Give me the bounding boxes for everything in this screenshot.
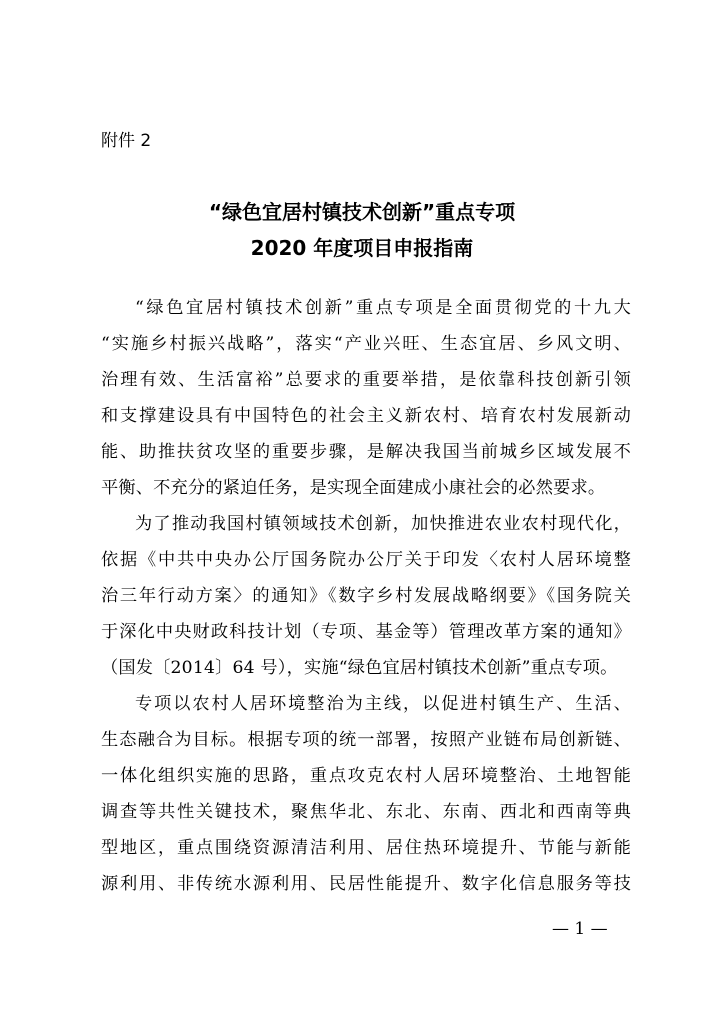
document-title-line1: “绿色宜居村镇技术创新”重点专项 (208, 200, 516, 224)
paragraph-2-line-4: 于深化中央财政科技计划（专项、基金等）管理改革方案的通知》 (101, 622, 631, 642)
paragraph-2-line-5: （国发〔2014〕64 号），实施“绿色宜居村镇技术创新”重点专项。 (101, 658, 618, 678)
attachment-label: 附件 2 (101, 131, 152, 151)
paragraph-1-line-4: 和支撑建设具有中国特色的社会主义新农村、培育农村发展新动 (101, 406, 631, 426)
document-title-line2: 2020 年度项目申报指南 (250, 236, 474, 260)
paragraph-1-line-2: “实施乡村振兴战略”，落实“产业兴旺、生态宜居、乡风文明、 (101, 334, 631, 354)
paragraph-2-line-2: 依据《中共中央办公厅国务院办公厅关于印发〈农村人居环境整 (101, 550, 631, 570)
paragraph-2-line-1: 为了推动我国村镇领域技术创新，加快推进农业农村现代化， (135, 514, 631, 534)
paragraph-1-line-1: “绿色宜居村镇技术创新”重点专项是全面贯彻党的十九大 (135, 298, 631, 318)
paragraph-3-line-1: 专项以农村人居环境整治为主线，以促进村镇生产、生活、 (135, 694, 631, 714)
paragraph-2-line-3: 治三年行动方案〉的通知》《数字乡村发展战略纲要》《国务院关 (101, 586, 631, 606)
paragraph-3-line-5: 型地区，重点围绕资源清洁利用、居住热环境提升、节能与新能 (101, 838, 631, 858)
paragraph-1-line-3: 治理有效、生活富裕”总要求的重要举措，是依靠科技创新引领 (101, 370, 631, 390)
paragraph-3-line-4: 调查等共性关键技术，聚焦华北、东北、东南、西北和西南等典 (101, 802, 631, 822)
paragraph-1-line-6: 平衡、不充分的紧迫任务，是实现全面建成小康社会的必然要求。 (101, 478, 606, 498)
page-number: — 1 — (552, 919, 608, 939)
paragraph-3-line-2: 生态融合为目标。根据专项的统一部署，按照产业链布局创新链、 (101, 730, 631, 750)
paragraph-3-line-3: 一体化组织实施的思路，重点攻克农村人居环境整治、土地智能 (101, 766, 631, 786)
paragraph-1-line-5: 能、助推扶贫攻坚的重要步骤，是解决我国当前城乡区域发展不 (101, 442, 631, 462)
paragraph-3-line-6: 源利用、非传统水源利用、民居性能提升、数字化信息服务等技 (101, 874, 631, 894)
